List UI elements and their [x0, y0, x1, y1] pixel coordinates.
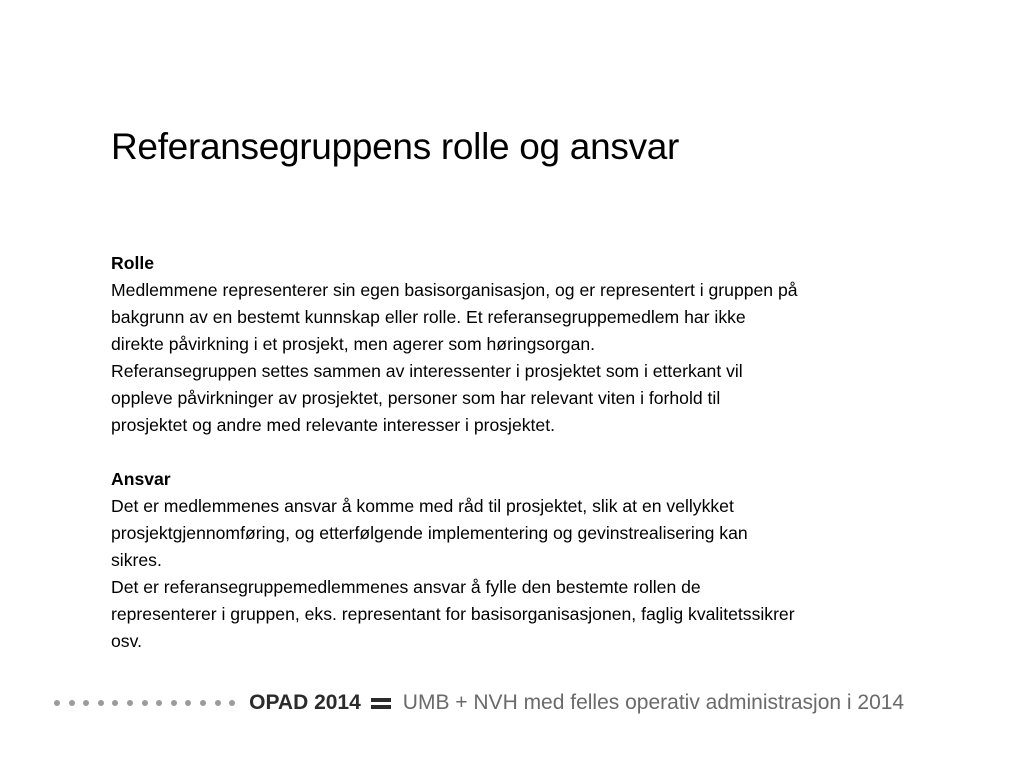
equals-icon — [371, 696, 391, 710]
body-line: Det er referansegruppemedlemmenes ansvar å fylle den bestemte rollen de — [111, 577, 701, 597]
body-line: representerer i gruppen, eks. representant for basisorganisasjonen, faglig kvalitetssikrer — [111, 604, 795, 624]
slide-body — [111, 250, 941, 655]
footer-dot — [229, 700, 235, 706]
footer-dot — [83, 700, 89, 706]
footer-dot — [156, 700, 162, 706]
footer-dot — [142, 700, 148, 706]
footer-dot — [69, 700, 75, 706]
footer-dots — [54, 700, 235, 706]
footer-dot — [185, 700, 191, 706]
paragraph-gap — [111, 439, 941, 466]
footer-brand: OPAD 2014 — [249, 691, 361, 714]
body-line: bakgrunn av en bestemt kunnskap eller rolle. Et referansegruppemedlem har ikke — [111, 307, 746, 327]
slide-title: Referansegruppens rolle og ansvar — [111, 126, 680, 167]
section-heading-rolle: Rolle — [111, 253, 155, 273]
body-line: oppleve påvirkninger av prosjektet, personer som har relevant viten i forhold til — [111, 388, 721, 408]
body-line: prosjektet og andre med relevante interesser i prosjektet. — [111, 415, 555, 435]
body-line: Medlemmene representerer sin egen basisorganisasjon, og er representert i gruppen på — [111, 280, 798, 300]
body-line: direkte påvirkning i et prosjekt, men agerer som høringsorgan. — [111, 334, 596, 354]
footer-tagline: UMB + NVH med felles operativ administrasjon i 2014 — [402, 691, 905, 714]
footer-dot — [54, 700, 60, 706]
body-line: Det er medlemmenes ansvar å komme med råd til prosjektet, slik at en vellykket — [111, 496, 734, 516]
body-line: prosjektgjennomføring, og etterfølgende implementering og gevinstrealisering kan — [111, 523, 748, 543]
section-heading-ansvar: Ansvar — [111, 469, 171, 489]
footer-dot — [171, 700, 177, 706]
body-line: sikres. — [111, 550, 162, 570]
footer-bar — [54, 686, 974, 720]
footer-dot — [215, 700, 221, 706]
footer-dot — [200, 700, 206, 706]
body-line: Referansegruppen settes sammen av interessenter i prosjektet som i etterkant vil — [111, 361, 743, 381]
footer-dot — [112, 700, 118, 706]
footer-dot — [98, 700, 104, 706]
footer-dot — [127, 700, 133, 706]
body-line: osv. — [111, 631, 142, 651]
